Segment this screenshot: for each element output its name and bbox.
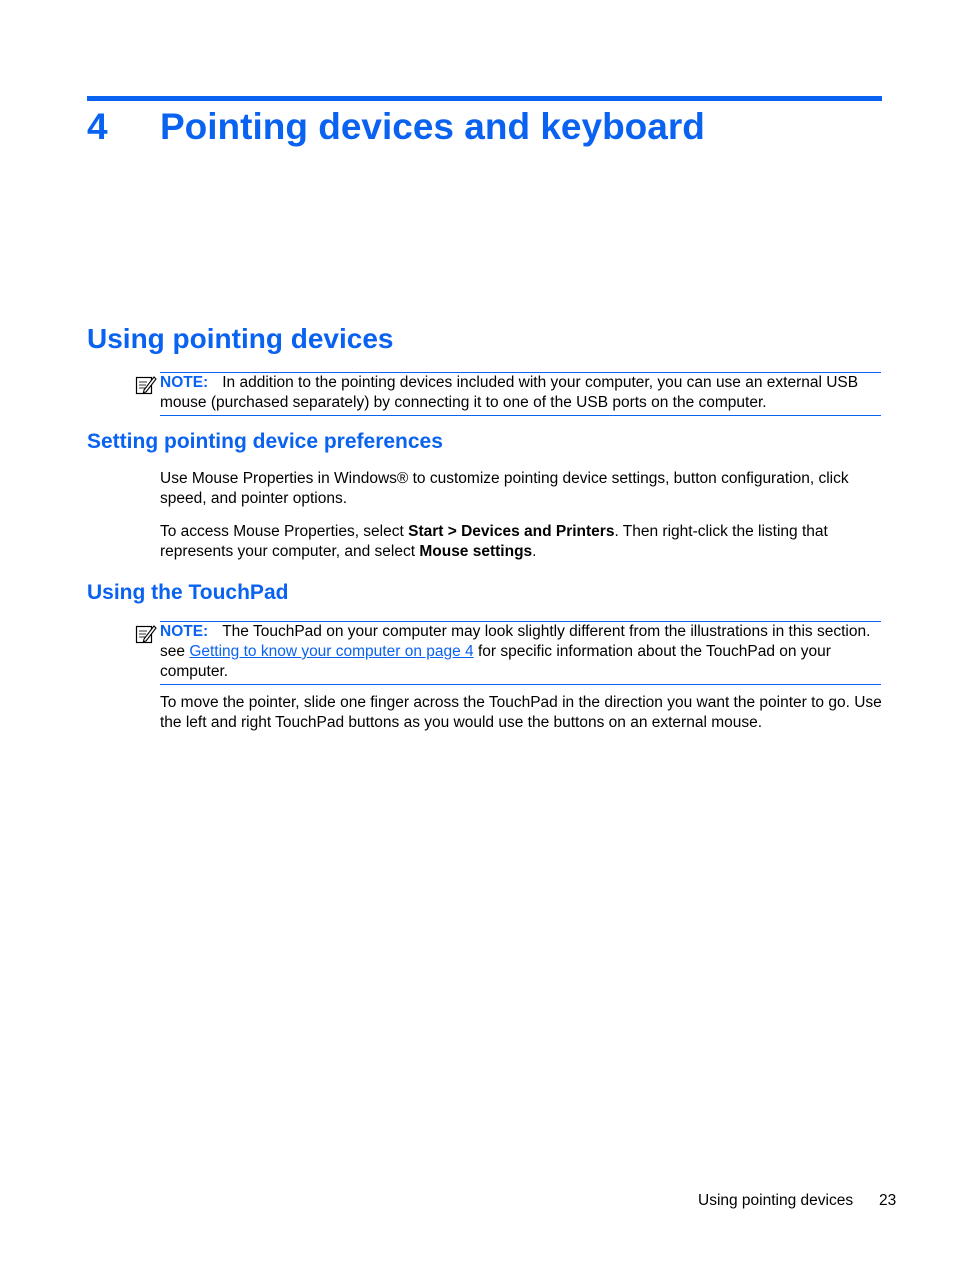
note-text: The TouchPad on your computer may look slightly different from the illustrations in this section. see bbox=[160, 623, 871, 660]
text-run: . Then right-click the listing that represents your computer, and select bbox=[160, 523, 828, 560]
chapter-title-text: Pointing devices and keyboard bbox=[160, 106, 705, 147]
preferences-paragraph-2 bbox=[160, 522, 885, 562]
note-box-touchpad bbox=[160, 621, 881, 685]
note-label: NOTE: bbox=[160, 374, 209, 391]
subsection-heading-touchpad: Using the TouchPad bbox=[87, 581, 289, 604]
menu-item-mouse-settings: Mouse settings bbox=[419, 543, 533, 560]
section-heading: Using pointing devices bbox=[87, 323, 394, 354]
note-pencil-icon bbox=[135, 374, 157, 396]
touchpad-paragraph: To move the pointer, slide one finger across the TouchPad in the direction you want the pointer to go. Use the left and right TouchPad buttons as you would use the buttons on an external mouse. bbox=[160, 694, 882, 731]
footer-section-name: Using pointing devices bbox=[698, 1192, 854, 1209]
note-box-usb-mouse bbox=[160, 372, 881, 416]
note-text: In addition to the pointing devices included with your computer, you can use an external USB mouse (purchased separately) by connecting it to one of the USB ports on the computer. bbox=[160, 374, 859, 411]
chapter-number: 4 bbox=[87, 106, 108, 147]
note-text: for specific information about the TouchPad on your computer. bbox=[160, 643, 831, 680]
menu-path: Start > Devices and Printers bbox=[408, 523, 615, 540]
preferences-paragraph-1: Use Mouse Properties in Windows® to customize pointing device settings, button configuration, click speed, and pointer options. bbox=[160, 470, 849, 507]
footer-page-number: 23 bbox=[879, 1192, 897, 1209]
text-run: . bbox=[532, 543, 537, 560]
chapter-rule bbox=[87, 96, 882, 101]
subsection-heading-preferences: Setting pointing device preferences bbox=[87, 430, 443, 453]
getting-to-know-link[interactable]: Getting to know your computer on page 4 bbox=[189, 643, 474, 660]
text-run: To access Mouse Properties, select bbox=[160, 523, 409, 540]
note-label: NOTE: bbox=[160, 623, 209, 640]
note-pencil-icon bbox=[135, 623, 157, 645]
chapter-title bbox=[87, 106, 705, 148]
